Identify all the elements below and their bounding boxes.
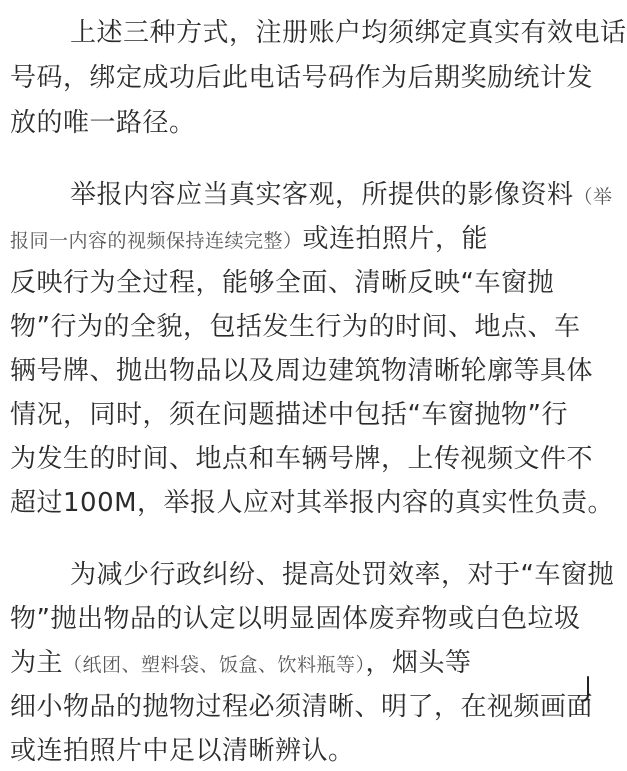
text-run: 反映行为全过程，能够全面、清晰反映“车窗抛 [10, 268, 554, 298]
text-run: 细小物品的抛物过程必须清晰、明了，在视频画面 [10, 692, 594, 722]
text-run: ，烟头等 [365, 648, 472, 678]
paragraph-2-line-3 [10, 263, 554, 303]
text-run: 辆号牌、抛出物品以及周边建筑物清晰轮廓等具体 [10, 356, 594, 386]
text-run: 为发生的时间、地点和车辆号牌，上传视频文件不 [10, 444, 594, 474]
text-run: 为主 [10, 648, 64, 678]
paragraph-1-line-3 [10, 103, 196, 143]
paragraph-2-line-7 [10, 439, 593, 479]
small-text-run: （纸团、塑料袋、饭盒、饮料瓶等） [63, 654, 366, 676]
text-run: 物”抛出物品的认定以明显固体废弃物或白色垃圾 [10, 604, 581, 634]
text-run: 物”行为的全貌，包括发生行为的时间、地点、车 [10, 312, 581, 342]
paragraph-1-line-1 [70, 13, 627, 53]
small-text-run: （举 [573, 186, 613, 208]
small-text-run: 报同一内容的视频保持连续完整） [10, 230, 303, 252]
scroll-edge-mark [578, 675, 592, 703]
paragraph-1-line-2 [10, 58, 593, 98]
paragraph-2-line-1 [70, 175, 613, 217]
paragraph-2-line-4 [10, 307, 580, 347]
text-run: 举报内容应当真实客观，所提供的影像资料 [70, 180, 574, 210]
text-run: 或连拍照片中足以清晰辨认。 [10, 736, 355, 766]
text-run: 上述三种方式，注册账户均须绑定真实有效电话 [70, 18, 627, 48]
text-run: 或连拍照片，能 [302, 224, 489, 254]
paragraph-2-line-5 [10, 351, 593, 391]
paragraph-2-line-2 [10, 219, 488, 261]
text-run: 情况，同时，须在问题描述中包括“车窗抛物”行 [10, 400, 568, 430]
text-run: 超过100M，举报人应对其举报内容的真实性负责。 [10, 488, 615, 518]
text-run: 号码，绑定成功后此电话号码作为后期奖励统计发 [10, 63, 594, 93]
text-run: 为减少行政纠纷、提高处罚效率，对于“车窗抛 [70, 560, 614, 590]
paragraph-3-line-3 [10, 643, 472, 685]
paragraph-3-line-1 [70, 555, 614, 595]
paragraph-3-line-4 [10, 687, 593, 727]
paragraph-3-line-5 [10, 731, 355, 771]
paragraph-2-line-8 [10, 483, 614, 523]
paragraph-2-line-6 [10, 395, 568, 435]
paragraph-3-line-2 [10, 599, 580, 639]
text-run: 放的唯一路径。 [10, 108, 196, 138]
